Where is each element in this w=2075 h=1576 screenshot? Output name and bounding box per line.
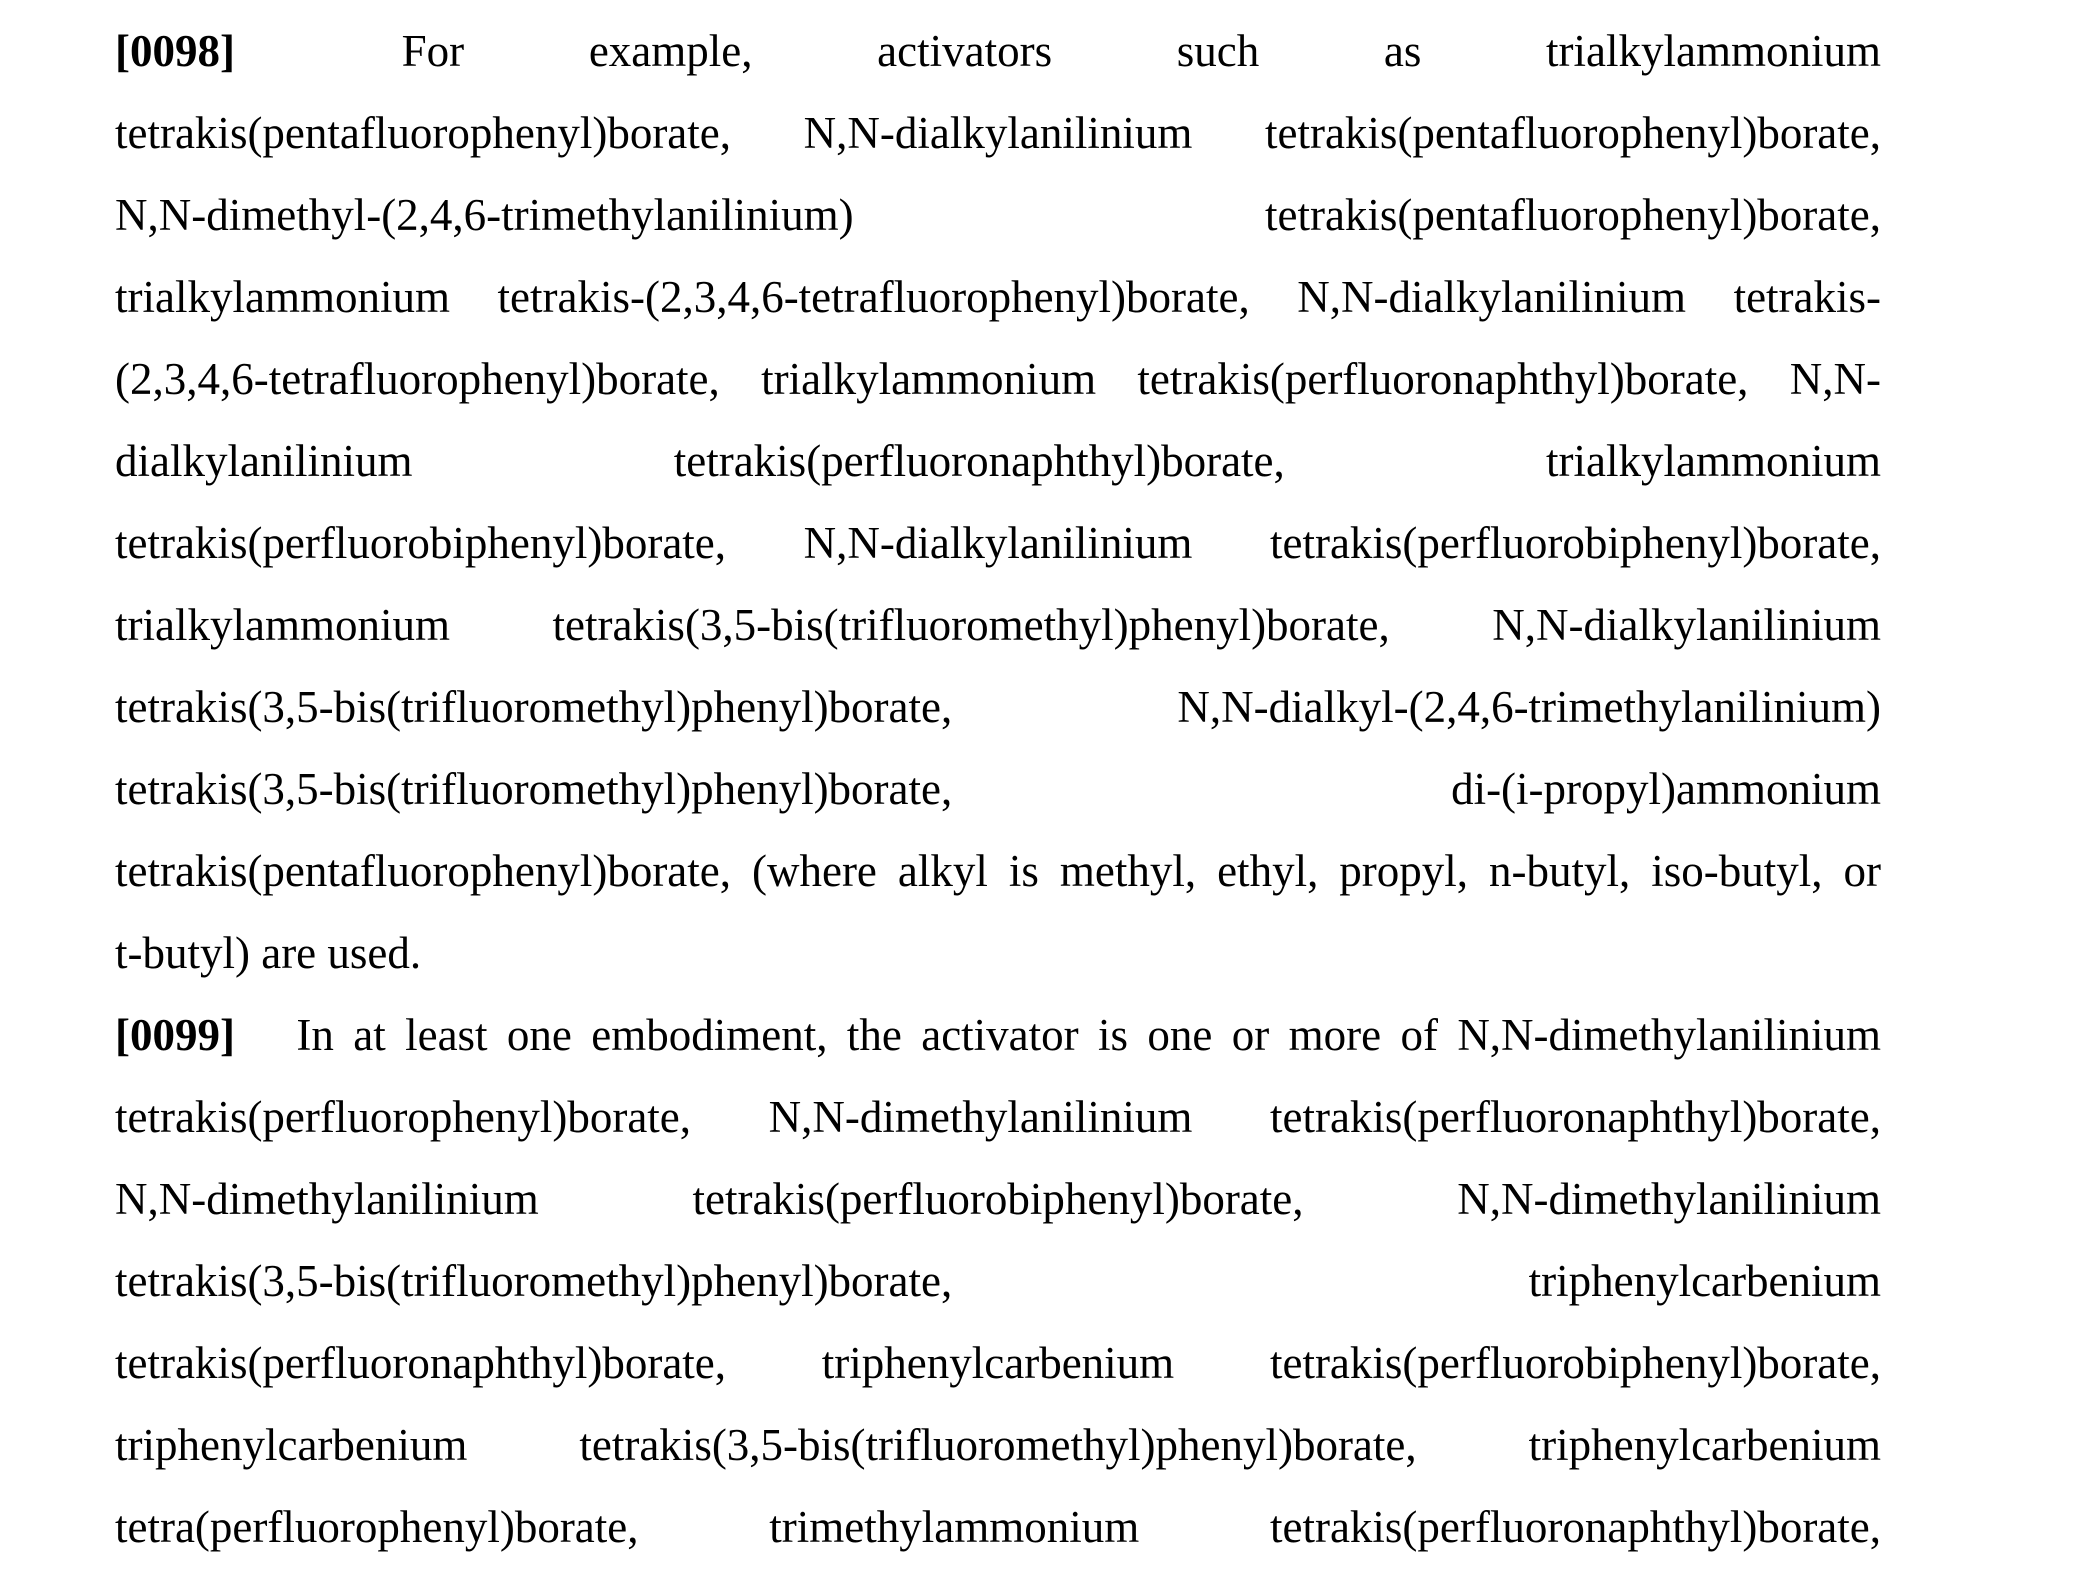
text-line: trialkylammonium tetrakis-(2,3,4,6-tetrafluorophenyl)borate, N,N-dialkylanilinium tetrakis- [115, 272, 1881, 322]
text-line: tetrakis(perfluorobiphenyl)borate, N,N-dialkylanilinium tetrakis(perfluorobiphenyl)borate, [115, 518, 1881, 568]
text-line: tetra(perfluorophenyl)borate, trimethylammonium tetrakis(perfluoronaphthyl)borate, [115, 1502, 1881, 1552]
paragraph-number: [0099] [115, 1010, 235, 1060]
paragraph-0099 [115, 994, 1881, 1568]
text-line: tetrakis(perfluoronaphthyl)borate, triphenylcarbenium tetrakis(perfluorobiphenyl)borate, [115, 1338, 1881, 1388]
line-text: For example, activators such as trialkylammonium [401, 26, 1881, 76]
text-line: trialkylammonium tetrakis(3,5-bis(trifluoromethyl)phenyl)borate, N,N-dialkylanilinium [115, 600, 1881, 650]
text-line: tetrakis(perfluorophenyl)borate, N,N-dimethylanilinium tetrakis(perfluoronaphthyl)borate, [115, 1092, 1881, 1142]
paragraph-number: [0098] [115, 26, 235, 76]
text-line: triphenylcarbenium tetrakis(3,5-bis(trifluoromethyl)phenyl)borate, triphenylcarbenium [115, 1420, 1881, 1470]
paragraph-0098 [115, 10, 1881, 994]
text-line: N,N-dimethylanilinium tetrakis(perfluorobiphenyl)borate, N,N-dimethylanilinium [115, 1174, 1881, 1224]
line-text: In at least one embodiment, the activator is one or more of N,N-dimethylanilinium [296, 1010, 1881, 1060]
text-line: t-butyl) are used. [115, 928, 422, 978]
text-line: tetrakis(3,5-bis(trifluoromethyl)phenyl)borate, triphenylcarbenium [115, 1256, 1881, 1306]
text-line: tetrakis(pentafluorophenyl)borate, N,N-dialkylanilinium tetrakis(pentafluorophenyl)borate, [115, 108, 1881, 158]
text-line: dialkylanilinium tetrakis(perfluoronaphthyl)borate, trialkylammonium [115, 436, 1881, 486]
text-line [115, 10, 1881, 92]
text-line: N,N-dimethyl-(2,4,6-trimethylanilinium) tetrakis(pentafluorophenyl)borate, [115, 190, 1881, 240]
text-line: tetrakis(3,5-bis(trifluoromethyl)phenyl)borate, N,N-dialkyl-(2,4,6-trimethylanilinium) [115, 682, 1881, 732]
text-line [115, 994, 1881, 1076]
text-line: tetrakis(pentafluorophenyl)borate, (where alkyl is methyl, ethyl, propyl, n-butyl, iso-butyl, or [115, 846, 1881, 896]
text-line: (2,3,4,6-tetrafluorophenyl)borate, trialkylammonium tetrakis(perfluoronaphthyl)borate, N,N- [115, 354, 1881, 404]
text-line: tetrakis(3,5-bis(trifluoromethyl)phenyl)borate, di-(i-propyl)ammonium [115, 764, 1881, 814]
patent-text-page [115, 10, 1881, 1568]
